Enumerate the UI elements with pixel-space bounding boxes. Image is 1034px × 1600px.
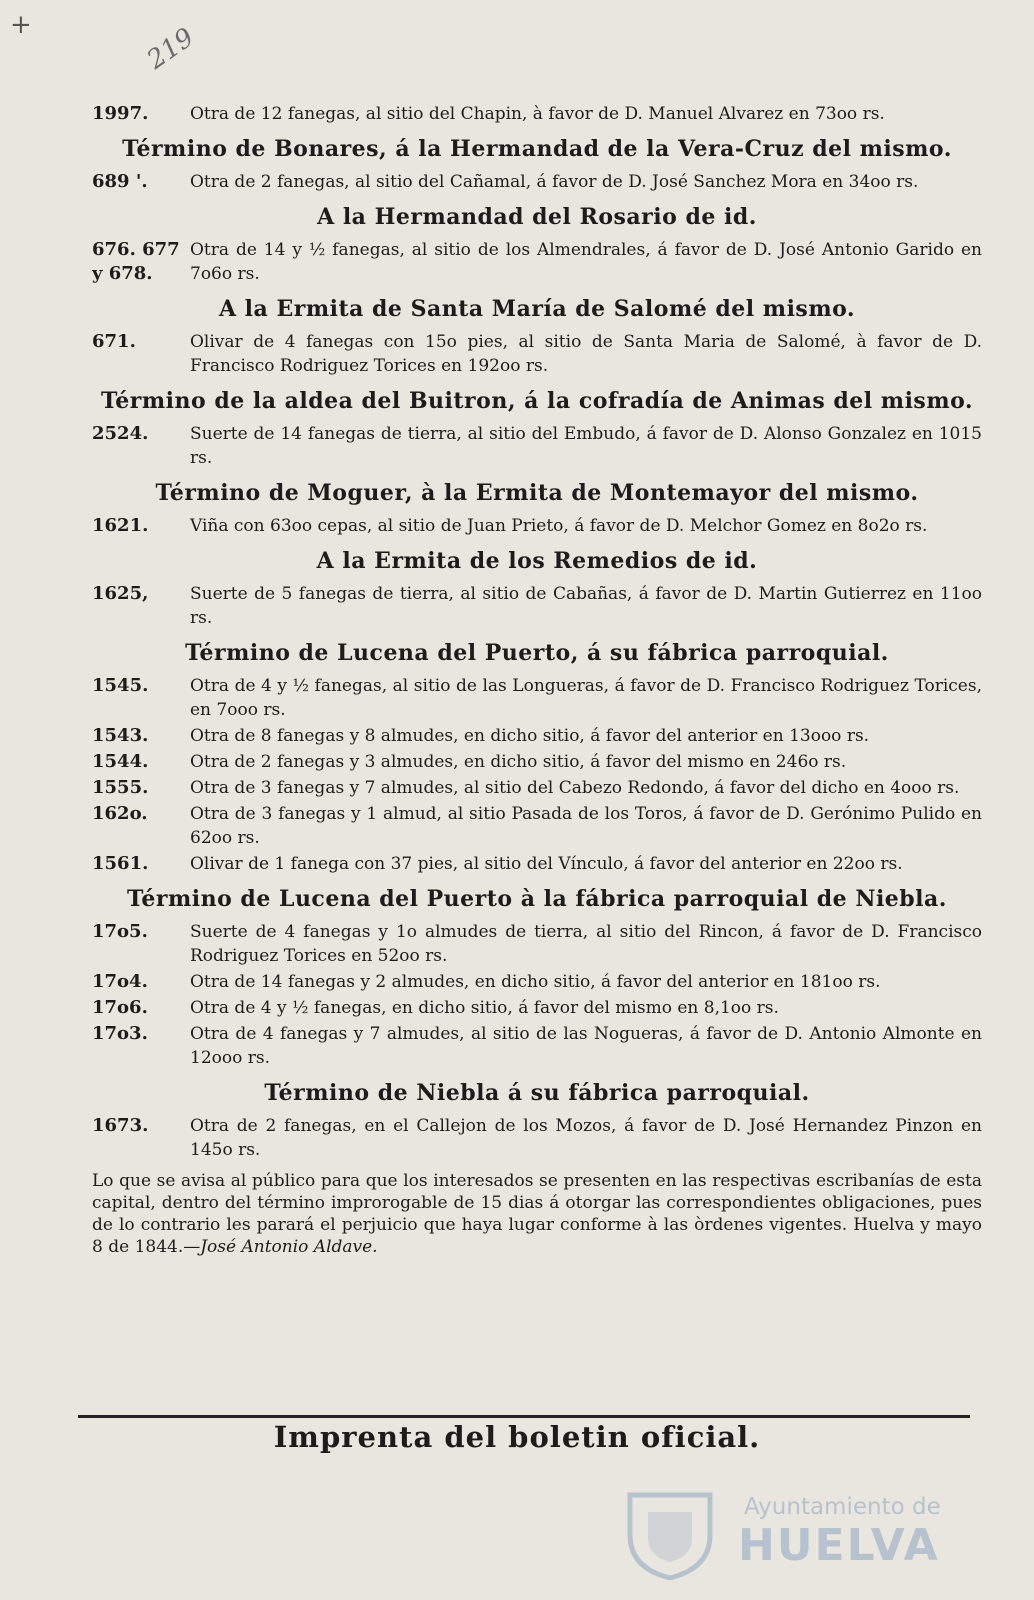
property-entry	[92, 920, 982, 968]
entry-description: Suerte de 14 fanegas de tierra, al sitio del Embudo, á favor de D. Alonso Gonzalez en 1015 rs.	[190, 424, 982, 468]
entry-number: 1544.	[92, 751, 149, 772]
corner-mark: +	[10, 10, 32, 40]
entry-number: 1997.	[92, 103, 149, 124]
section-title: Término de Lucena del Puerto, á su fábrica parroquial.	[185, 640, 889, 666]
entry-number: 162o.	[92, 803, 148, 824]
folio-number: 219	[141, 22, 200, 76]
section-title: A la Hermandad del Rosario de id.	[317, 204, 757, 230]
entry-number: 17o5.	[92, 921, 148, 942]
entry-description: Otra de 2 fanegas, al sitio del Cañamal, á favor de D. José Sanchez Mora en 34oo rs.	[190, 172, 919, 192]
coat-of-arms-icon	[620, 1490, 720, 1580]
property-entry	[92, 970, 982, 994]
entry-number: 671.	[92, 331, 136, 352]
archive-watermark	[620, 1490, 980, 1580]
entry-description: Otra de 4 fanegas y 7 almudes, al sitio de las Nogueras, á favor de D. Antonio Almonte en 12ooo rs.	[190, 1024, 982, 1068]
property-entry	[92, 582, 982, 630]
listing-content	[92, 100, 982, 1258]
entry-number: 1621.	[92, 515, 149, 536]
property-entry	[92, 750, 982, 774]
entry-description: Otra de 8 fanegas y 8 almudes, en dicho sitio, á favor del anterior en 13ooo rs.	[190, 726, 870, 746]
entry-description: Olivar de 1 fanega con 37 pies, al sitio del Vínculo, á favor del anterior en 22oo rs.	[190, 854, 903, 874]
entry-description: Viña con 63oo cepas, al sitio de Juan Prieto, á favor de D. Melchor Gomez en 8o2o rs.	[190, 516, 928, 536]
property-entry	[92, 102, 982, 126]
section-title: Término de Niebla á su fábrica parroquial.	[264, 1080, 810, 1106]
entry-number: 1673.	[92, 1115, 149, 1136]
entry-description: Otra de 3 fanegas y 1 almud, al sitio Pasada de los Toros, á favor de D. Gerónimo Pulido en 62oo rs.	[190, 804, 982, 848]
property-entry	[92, 1022, 982, 1070]
entry-description: Otra de 4 y ½ fanegas, en dicho sitio, á favor del mismo en 8,1oo rs.	[190, 998, 779, 1018]
entry-number: 1555.	[92, 777, 149, 798]
entry-description: Suerte de 5 fanegas de tierra, al sitio de Cabañas, á favor de D. Martin Gutierrez en 11oo rs.	[190, 584, 982, 628]
property-entry	[92, 996, 982, 1020]
property-entry	[92, 330, 982, 378]
property-entry	[92, 1114, 982, 1162]
property-entry	[92, 170, 982, 194]
property-entry	[92, 514, 982, 538]
section-title: Término de Moguer, à la Ermita de Montemayor del mismo.	[155, 480, 919, 506]
entry-description: Otra de 4 y ½ fanegas, al sitio de las Longueras, á favor de D. Francisco Rodriguez Torices, en 7ooo rs.	[190, 676, 982, 720]
entry-number: 17o4.	[92, 971, 148, 992]
entry-number: 17o3.	[92, 1023, 148, 1044]
notice-signature: —José Antonio Aldave.	[183, 1237, 378, 1257]
entry-number: 1561.	[92, 853, 149, 874]
imprint-line: Imprenta del boletin oficial.	[273, 1420, 761, 1454]
entry-description: Olivar de 4 fanegas con 15o pies, al sitio de Santa Maria de Salomé, à favor de D. Francisco Rodriguez Torices en 192oo rs.	[190, 332, 982, 376]
section-title: A la Ermita de los Remedios de id.	[316, 548, 758, 574]
section-title: A la Ermita de Santa María de Salomé del mismo.	[218, 296, 856, 322]
property-entry	[92, 776, 982, 800]
property-entry	[92, 852, 982, 876]
entry-description: Otra de 2 fanegas, en el Callejon de los Mozos, á favor de D. José Hernandez Pinzon en 145o rs.	[190, 1116, 982, 1160]
entry-description: Otra de 3 fanegas y 7 almudes, al sitio del Cabezo Redondo, á favor del dicho en 4ooo rs.	[190, 778, 960, 798]
property-entry	[92, 238, 982, 286]
property-entry	[92, 422, 982, 470]
entry-number: 2524.	[92, 423, 149, 444]
entry-description: Otra de 14 fanegas y 2 almudes, en dicho sitio, á favor del anterior en 181oo rs.	[190, 972, 881, 992]
closing-notice	[92, 1170, 982, 1258]
section-title: Término de Lucena del Puerto à la fábrica parroquial de Niebla.	[127, 886, 947, 912]
entry-description: Otra de 2 fanegas y 3 almudes, en dicho sitio, á favor del mismo en 246o rs.	[190, 752, 847, 772]
entry-number: 689 '.	[92, 171, 148, 192]
property-entry	[92, 724, 982, 748]
watermark-line-2: HUELVA	[738, 1520, 940, 1571]
entry-description: Otra de 12 fanegas, al sitio del Chapin, à favor de D. Manuel Alvarez en 73oo rs.	[190, 104, 885, 124]
entry-number: 1543.	[92, 725, 149, 746]
entry-description: Otra de 14 y ½ fanegas, al sitio de los Almendrales, á favor de D. José Antonio Garido en 7o6o rs.	[190, 240, 982, 284]
section-title: Término de Bonares, á la Hermandad de la Vera-Cruz del mismo.	[122, 136, 952, 162]
bottom-rule	[78, 1415, 970, 1418]
entry-description: Suerte de 4 fanegas y 1o almudes de tierra, al sitio del Rincon, á favor de D. Francisco Rodriguez Torices en 52oo rs.	[190, 922, 982, 966]
entry-number: 17o6.	[92, 997, 148, 1018]
watermark-line-1: Ayuntamiento de	[744, 1494, 941, 1520]
entry-number: 676. 677 y 678.	[92, 239, 180, 284]
notice-text: Lo que se avisa al público para que los interesados se presenten en las respectivas escribanías de esta capital, dentro del término improrogable de 15 dias á otorgar las correspondientes obligaciones, pues de lo contrario les parará el perjuicio que haya lugar conforme à las òrdenes vigentes. Huelva y mayo 8 de 1844.	[92, 1171, 982, 1257]
section-title: Término de la aldea del Buitron, á la cofradía de Animas del mismo.	[100, 388, 974, 414]
entry-number: 1545.	[92, 675, 149, 696]
property-entry	[92, 674, 982, 722]
property-entry	[92, 802, 982, 850]
entry-number: 1625,	[92, 583, 149, 604]
